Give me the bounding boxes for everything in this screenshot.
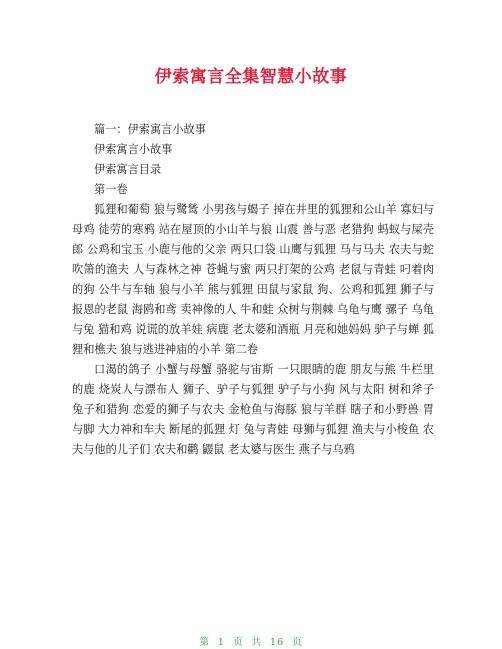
footer-page-label: 第 bbox=[199, 637, 210, 648]
section-heading: 篇一：伊索寓言小故事 bbox=[94, 123, 206, 136]
page-footer bbox=[0, 634, 502, 648]
footer-page-number: 1 bbox=[217, 637, 225, 648]
document-title: 伊索寓言全集智慧小故事 bbox=[154, 67, 348, 87]
table-of-contents-heading: 伊索寓言目录 bbox=[94, 163, 162, 176]
footer-total-label: 共 bbox=[251, 637, 262, 648]
footer-total-suffix: 页 bbox=[292, 637, 303, 648]
footer-page-mid: 页 bbox=[232, 637, 244, 648]
footer-total-pages: 16 bbox=[270, 637, 285, 648]
story-list-paragraph: 口渴的鸽子 小蟹与母蟹 骆驼与宙斯 一只眼睛的鹿 朋友与熊 牛栏里的鹿 烧炭人与漂布人 狮子、驴子与狐狸 驴子与小狗 风与太阳 树和斧子 兔子和猎狗 恋爱的狮子与农夫 金枪鱼与海豚 狼与羊群 瞎子和小野兽 胃与脚 大力神和车夫 断尾的狐狸 灯 兔与青蛙 母狮与狐狸 渔夫与小梭鱼 农夫与他的儿子们 农夫和鹳 鼹鼠 老太婆与医生 燕子与乌鸦 bbox=[72, 363, 434, 456]
story-collection-heading: 伊索寓言小故事 bbox=[94, 143, 173, 156]
document-body bbox=[72, 120, 434, 460]
volume-heading: 第一卷 bbox=[94, 183, 128, 196]
story-list-paragraph: 狐狸和葡萄 狼与鹭鸶 小男孩与蝎子 掉在井里的狐狸和公山羊 寡妇与母鸡 徒劳的寒鸦 站在屋顶的小山羊与狼 山震 善与恶 老猎狗 蚂蚁与屎壳郎 公鸡和宝玉 小鹿与他的父亲 两只口袋 山鹰与狐狸 马与马夫 农夫与蛇 吹箫的渔夫 人与森林之神 苍蝇与蜜 两只打架的公鸡 老鼠与青蛙 叼着肉的狗 公牛与车轴 狼与小羊 熊与狐狸 田鼠与家鼠 狗、公鸡和狐狸 狮子与报恩的老鼠 海鸥和鸢 卖神像的人 牛和蛙 众树与荆棘 乌龟与鹰 骡子 乌龟与兔 猫和鸡 说谎的放羊娃 病鹿 老太婆和酒瓶 月亮和她妈妈 驴子与蝉 狐狸和樵夫 狼与逃进神庙的小羊 第二卷 bbox=[72, 203, 434, 356]
